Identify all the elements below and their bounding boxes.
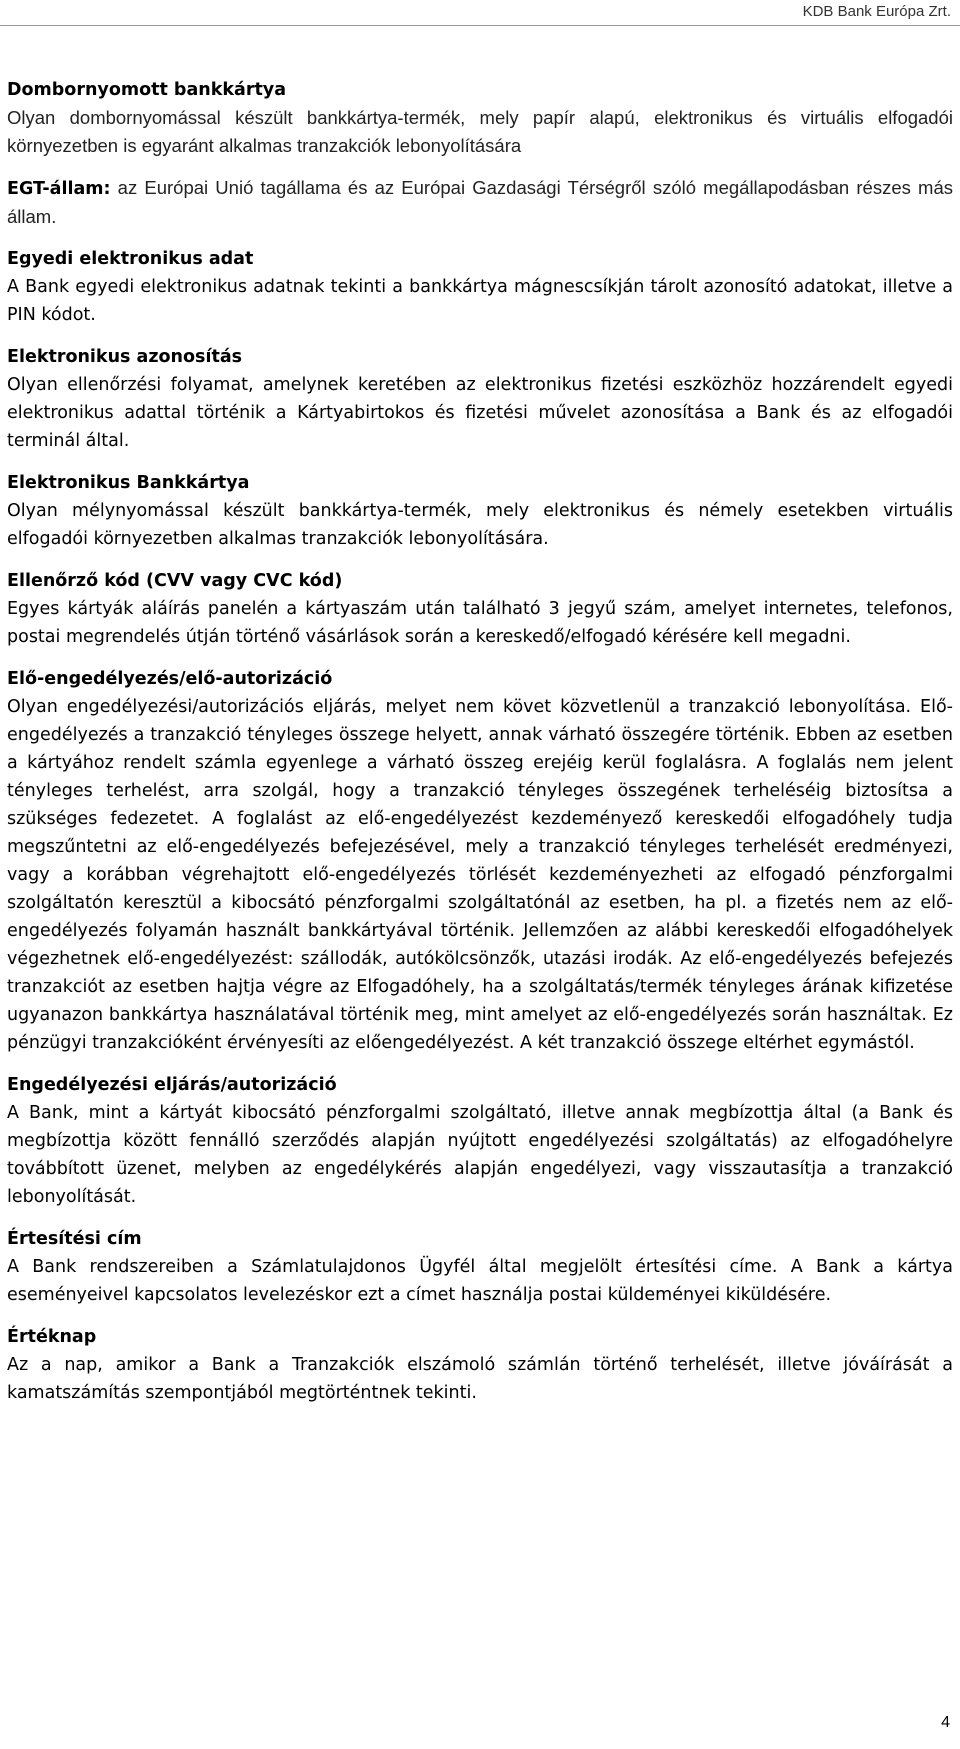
entry-body: A Bank, mint a kártyát kibocsátó pénzforgalmi szolgáltató, illetve annak megbízottja által (a Bank és megbízottja között fennálló szerződés alapján nyújtott engedélyezési szolgáltatás) az elfogadóhelyre továbbított üzenet, melyben az engedélykérés alapján engedélyezi, vagy visszautasítja a tranzakció lebonyolítását. bbox=[7, 1103, 953, 1207]
entry-title: Elektronikus Bankkártya bbox=[7, 473, 250, 493]
header-company-name: KDB Bank Európa Zrt. bbox=[802, 3, 951, 20]
page-number: 4 bbox=[941, 1714, 950, 1731]
entry-title: Egyedi elektronikus adat bbox=[7, 249, 254, 269]
entry-body bbox=[7, 174, 953, 231]
glossary-entry bbox=[7, 1323, 953, 1407]
page-header bbox=[0, 0, 960, 26]
glossary-entry bbox=[7, 665, 953, 1057]
entry-title: Elektronikus azonosítás bbox=[7, 347, 243, 367]
entry-body: Az a nap, amikor a Bank a Tranzakciók elszámoló számlán történő terhelését, illetve jóváírását a kamatszámítás szempontjából megtörténtnek tekinti. bbox=[7, 1355, 953, 1403]
glossary-entry bbox=[7, 567, 953, 651]
entry-body: Egyes kártyák aláírás panelén a kártyaszám után található 3 jegyű szám, amelyet internetes, telefonos, postai megrendelés útján történő vásárlások során a kereskedő/elfogadó kérésére kell megadni. bbox=[7, 599, 953, 647]
glossary-entry bbox=[7, 343, 953, 455]
entry-body: Olyan ellenőrzési folyamat, amelynek keretében az elektronikus fizetési eszközhöz hozzárendelt egyedi elektronikus adattal történik a Kártyabirtokos és fizetési művelet azonosítása a Bank és az elfogadói terminál által. bbox=[7, 375, 953, 451]
entry-inline-body: az Európai Unió tagállama és az Európai Gazdasági Térségről szóló megállapodásban részes más állam. bbox=[7, 177, 953, 227]
glossary-entry bbox=[7, 1225, 953, 1309]
glossary-entry bbox=[7, 76, 953, 160]
glossary-entry bbox=[7, 1071, 953, 1211]
glossary-entry bbox=[7, 469, 953, 553]
glossary-entry bbox=[7, 174, 953, 231]
entry-title: Ellenőrző kód (CVV vagy CVC kód) bbox=[7, 571, 343, 591]
entry-body: Olyan engedélyezési/autorizációs eljárás, melyet nem követ közvetlenül a tranzakció lebonyolítása. Elő-engedélyezés a tranzakció tényleges összege helyett, annak várható összegére történik. Ebben az esetben a kártyához rendelt számla egyenlege a várható összeg erejéig kerül foglalásra. A foglalás nem jelent tényleges terhelést, arra szolgál, hogy a tranzakció tényleges összegének terheléséig biztosítsa a szükséges fedezetet. A foglalást az elő-engedélyezést kezdeményező kereskedői elfogadóhely tudja megszűntetni az elő-engedélyezés befejezésével, mely a tranzakció tényleges terhelését eredményezi, vagy a korábban végrehajtott elő-engedélyezés törlését kezdeményezheti az elfogadó pénzforgalmi szolgáltatón keresztül a kibocsátó pénzforgalmi szolgáltatónál az esetben, ha pl. a fizetés nem az elő-engedélyezés folyamán használt bankkártyával történik. Jellemzően az alábbi kereskedői elfogadóhelyek végezhetnek elő-engedélyezést: szállodák, autókölcsönzők, utazási irodák. Az elő-engedélyezés befejezés tranzakciót az esetben hajtja végre az Elfogadóhely, ha a szolgáltatás/termék tényleges árának kifizetése ugyanazon bankkártya használatával történik meg, mint amelyet az elő-engedélyezés során használtak. Ez pénzügyi tranzakcióként érvényesíti az előengedélyezést. A két tranzakció összege eltérhet egymástól. bbox=[7, 697, 953, 1053]
entry-body: A Bank rendszereiben a Számlatulajdonos Ügyfél által megjelölt értesítési címe. A Bank a kártya eseményeivel kapcsolatos levelezéskor ezt a címet használja postai küldeményei kiküldésére. bbox=[7, 1257, 953, 1305]
entry-title: Értesítési cím bbox=[7, 1229, 142, 1249]
entry-body: A Bank egyedi elektronikus adatnak tekinti a bankkártya mágnescsíkján tárolt azonosító adatokat, illetve a PIN kódot. bbox=[7, 277, 953, 325]
entry-title: Dombornyomott bankkártya bbox=[7, 80, 287, 100]
glossary-content bbox=[7, 76, 953, 1407]
entry-title: Elő-engedélyezés/elő-autorizáció bbox=[7, 669, 333, 689]
glossary-entry bbox=[7, 245, 953, 329]
entry-inline-term: EGT-állam: bbox=[7, 179, 111, 199]
entry-title: Értéknap bbox=[7, 1327, 97, 1347]
entry-body: Olyan dombornyomással készült bankkártya-termék, mely papír alapú, elektronikus és virtuális elfogadói környezetben is egyaránt alkalmas tranzakciók lebonyolítására bbox=[7, 107, 953, 156]
entry-body: Olyan mélynyomással készült bankkártya-termék, mely elektronikus és némely esetekben virtuális elfogadói környezetben alkalmas tranzakciók lebonyolítására. bbox=[7, 501, 953, 549]
entry-title: Engedélyezési eljárás/autorizáció bbox=[7, 1075, 337, 1095]
